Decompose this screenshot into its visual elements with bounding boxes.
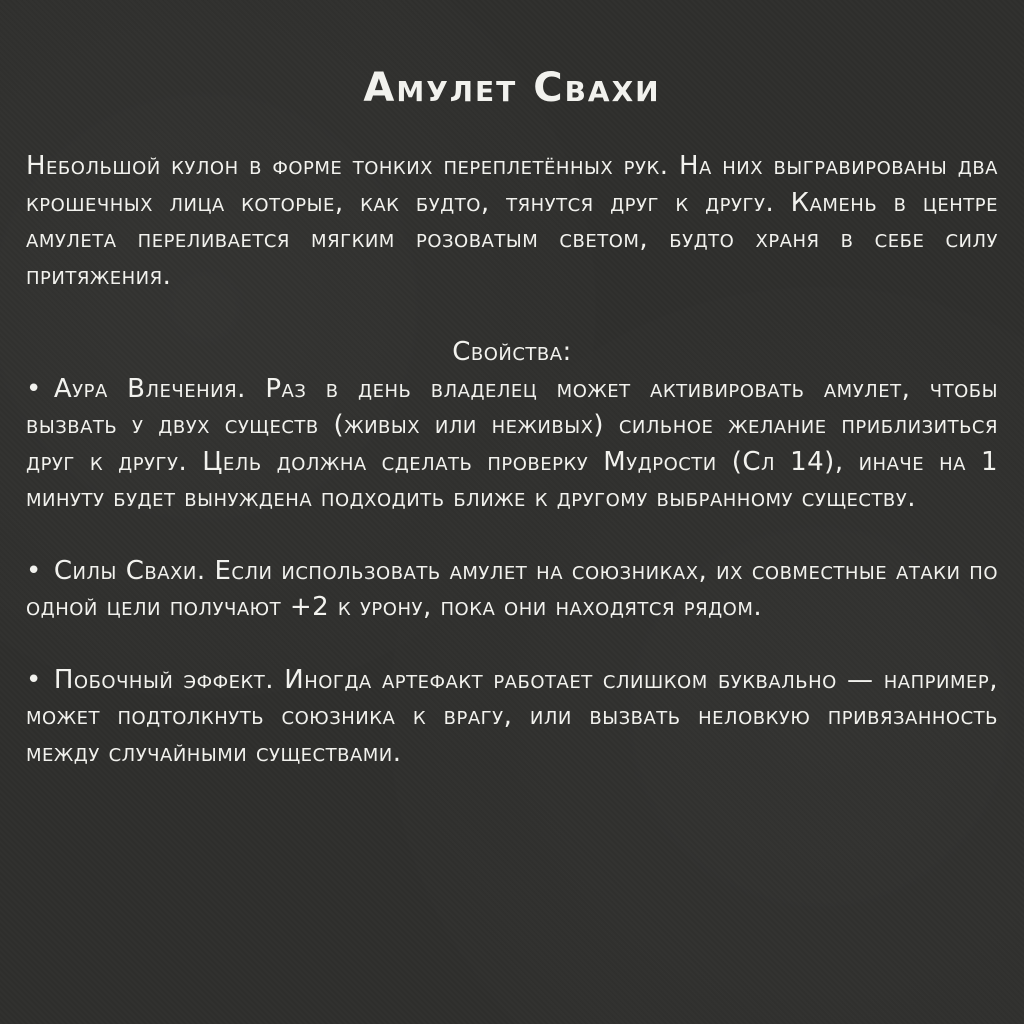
bullet-icon: • <box>26 664 42 695</box>
property-side-effect <box>26 662 998 772</box>
property-aura <box>26 371 998 517</box>
properties-heading: Свойства: <box>452 337 572 367</box>
property-matchmaker-powers <box>26 553 998 626</box>
properties-list <box>26 371 998 772</box>
item-title: Амулет Свахи <box>363 65 661 111</box>
bullet-icon: • <box>26 373 42 404</box>
item-description: Небольшой кулон в форме тонких переплетённых рук. На них выгравированы два крошечных лица которые, как будто, тянутся друг к другу. Камень в центре амулета переливается мягким розоватым светом, будто храня в себе силу притяжения. <box>26 151 998 291</box>
property-text: Побочный эффект. Иногда артефакт работает слишком буквально — например, может подтолкнуть союзника к врагу, или вызвать неловкую привязанность между случайными существами. <box>26 664 998 768</box>
property-text: Аура Влечения. Раз в день владелец может активировать амулет, чтобы вызвать у двух существ (живых или неживых) сильное желание приблизиться друг к другу. Цель должна сделать проверку Мудрости (Сл 14), иначе на 1 минуту будет вынуждена подходить ближе к другому выбранному существу. <box>26 373 998 513</box>
bullet-icon: • <box>26 555 42 586</box>
property-text: Силы Свахи. Если использовать амулет на союзниках, их совместные атаки по одной цели получают +2 к урону, пока они находятся рядом. <box>26 555 998 622</box>
